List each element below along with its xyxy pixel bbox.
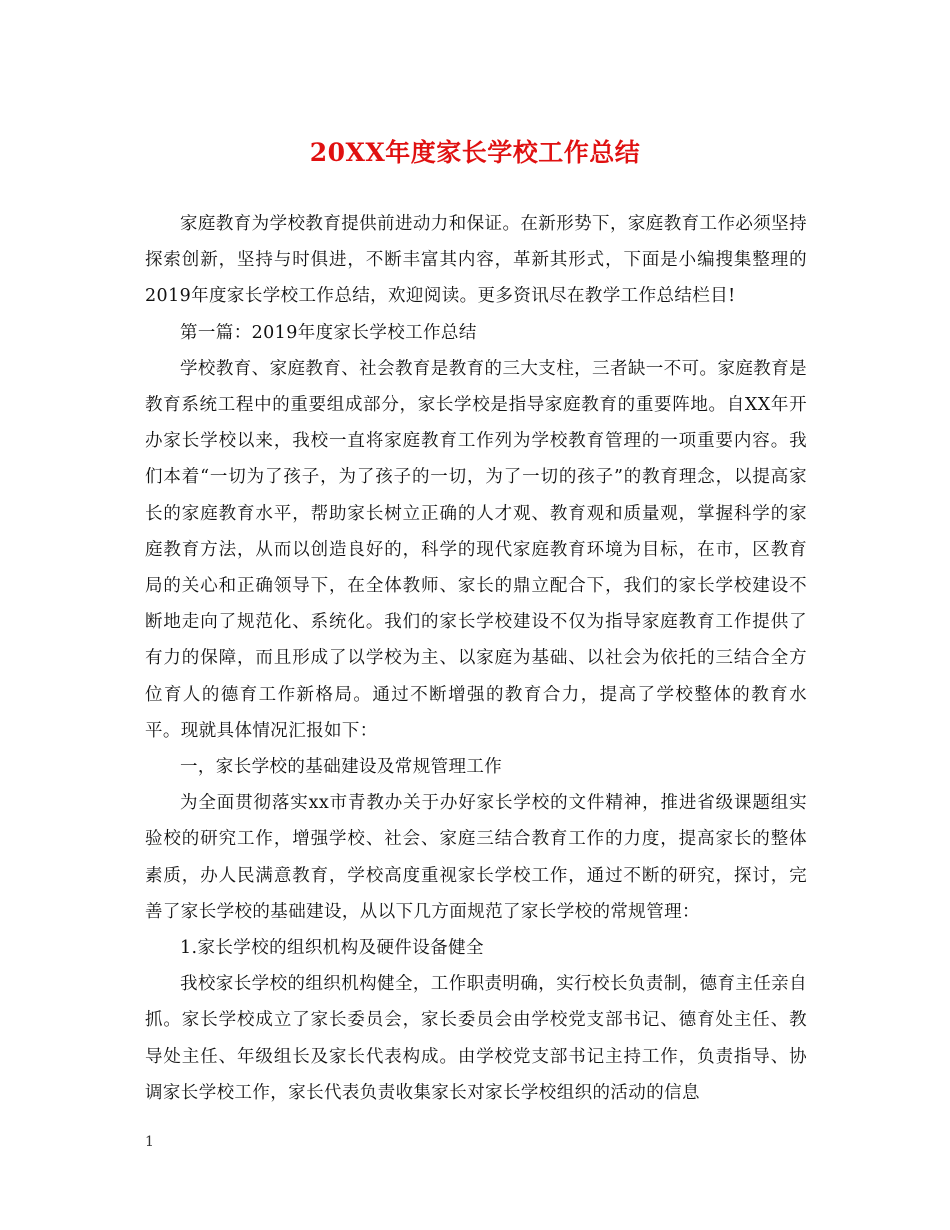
subsection-heading: 1.家长学校的组织机构及硬件设备健全 (180, 938, 484, 959)
body-paragraph: 为全面贯彻落实xx市青教办关于办好家长学校的文件精神，推进省级课题组实验校的研究工作，增强学校、社会、家庭三结合教育工作的力度，提高家长的整体素质，办人民满意教育，学校高度重视家长学校工作，通过不断的研究，探讨，完善了家长学校的基础建设，从以下几方面规范了家长学校的常规管理： (145, 793, 807, 922)
section-heading-first: 第一篇：2019年度家长学校工作总结 (180, 322, 477, 343)
document-title: 20XX年度家长学校工作总结 (309, 138, 641, 167)
body-paragraph: 我校家长学校的组织机构健全，工作职责明确，实行校长负责制，德育主任亲自抓。家长学校成立了家长委员会，家长委员会由学校党支部书记、德育处主任、教导处主任、年级组长及家长代表构成。由学校党支部书记主持工作，负责指导、协调家长学校工作，家长代表负责收集家长对家长学校组织的活动的信息 (145, 974, 807, 1103)
document-body (145, 206, 807, 1111)
page-number: 1 (145, 1134, 154, 1150)
body-paragraph: 学校教育、家庭教育、社会教育是教育的三大支柱，三者缺一不可。家庭教育是教育系统工程中的重要组成部分，家长学校是指导家庭教育的重要阵地。自XX年开办家长学校以来，我校一直将家庭教育工作列为学校教育管理的一项重要内容。我们本着“一切为了孩子，为了孩子的一切，为了一切的孩子”的教育理念，以提高家长的家庭教育水平，帮助家长树立正确的人才观、教育观和质量观，掌握科学的家庭教育方法，从而以创造良好的，科学的现代家庭教育环境为目标，在市，区教育局的关心和正确领导下，在全体教师、家长的鼎立配合下，我们的家长学校建设不断地走向了规范化、系统化。我们的家长学校建设不仅为指导家庭教育工作提供了有力的保障，而且形成了以学校为主、以家庭为基础、以社会为依托的三结合全方位育人的德育工作新格局。通过不断增强的教育合力，提高了学校整体的教育水平。现就具体情况汇报如下： (145, 358, 807, 741)
section-heading-one: 一，家长学校的基础建设及常规管理工作 (180, 757, 503, 778)
intro-paragraph: 家庭教育为学校教育提供前进动力和保证。在新形势下，家庭教育工作必须坚持探索创新，坚持与时俱进，不断丰富其内容，革新其形式，下面是小编搜集整理的2019年度家长学校工作总结，欢迎阅读。更多资讯尽在教学工作总结栏目! (145, 214, 807, 307)
